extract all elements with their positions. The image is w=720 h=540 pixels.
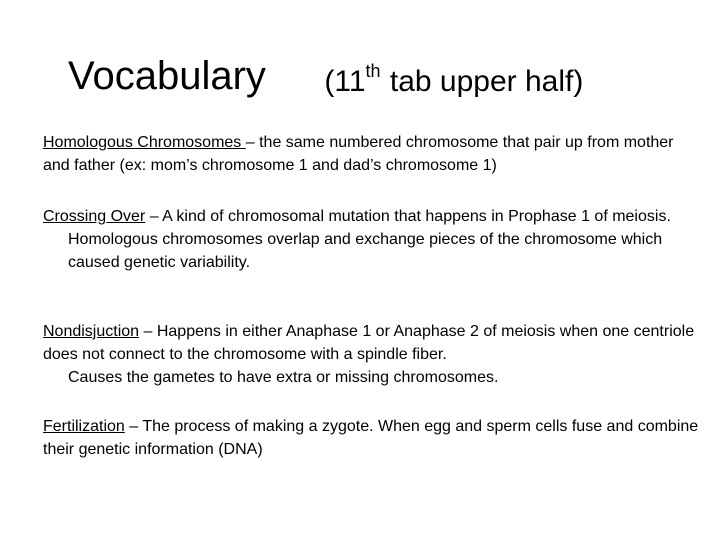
vocab-entry-fertilization xyxy=(43,415,703,461)
entry-paragraph xyxy=(43,131,703,177)
vocab-term: Nondisjuction xyxy=(43,323,140,340)
vocab-note: Homologous chromosomes overlap and exchange pieces of the chromosome which caused genetic variability. xyxy=(68,231,663,271)
vocab-note: Causes the gametes to have extra or missing chromosomes. xyxy=(68,369,499,386)
slide-title xyxy=(68,46,708,96)
vocab-term: Crossing Over xyxy=(43,208,146,225)
vocab-definition: – The process of making a zygote. When egg and sperm cells fuse and combine their genetic information (DNA) xyxy=(43,418,699,458)
title-subtitle-prefix: (11 xyxy=(324,65,366,98)
title-subtitle-suffix: tab upper half) xyxy=(381,65,584,98)
vocab-entry-crossing-over xyxy=(43,205,703,274)
vocab-entry-nondisjunction xyxy=(43,320,703,389)
entry-paragraph xyxy=(43,205,703,228)
vocab-entry-homologous-chromosomes xyxy=(43,131,703,177)
vocab-definition: – the same numbered chromosome that pair up from mother and father (ex: mom’s chromosome 1 and dad’s chromosome 1) xyxy=(43,134,674,174)
entry-paragraph xyxy=(43,320,703,366)
vocab-definition: – A kind of chromosomal mutation that happens in Prophase 1 of meiosis. xyxy=(145,208,671,225)
vocab-definition: – Happens in either Anaphase 1 or Anaphase 2 of meiosis when one centriole does not connect to the chromosome with a spindle fiber. xyxy=(43,323,695,363)
title-superscript: th xyxy=(365,61,381,81)
title-subtitle xyxy=(324,61,584,98)
vocab-term: Homologous Chromosomes xyxy=(43,134,246,151)
entry-paragraph xyxy=(43,415,703,461)
vocab-term: Fertilization xyxy=(43,418,125,435)
title-main: Vocabulary xyxy=(68,54,266,98)
